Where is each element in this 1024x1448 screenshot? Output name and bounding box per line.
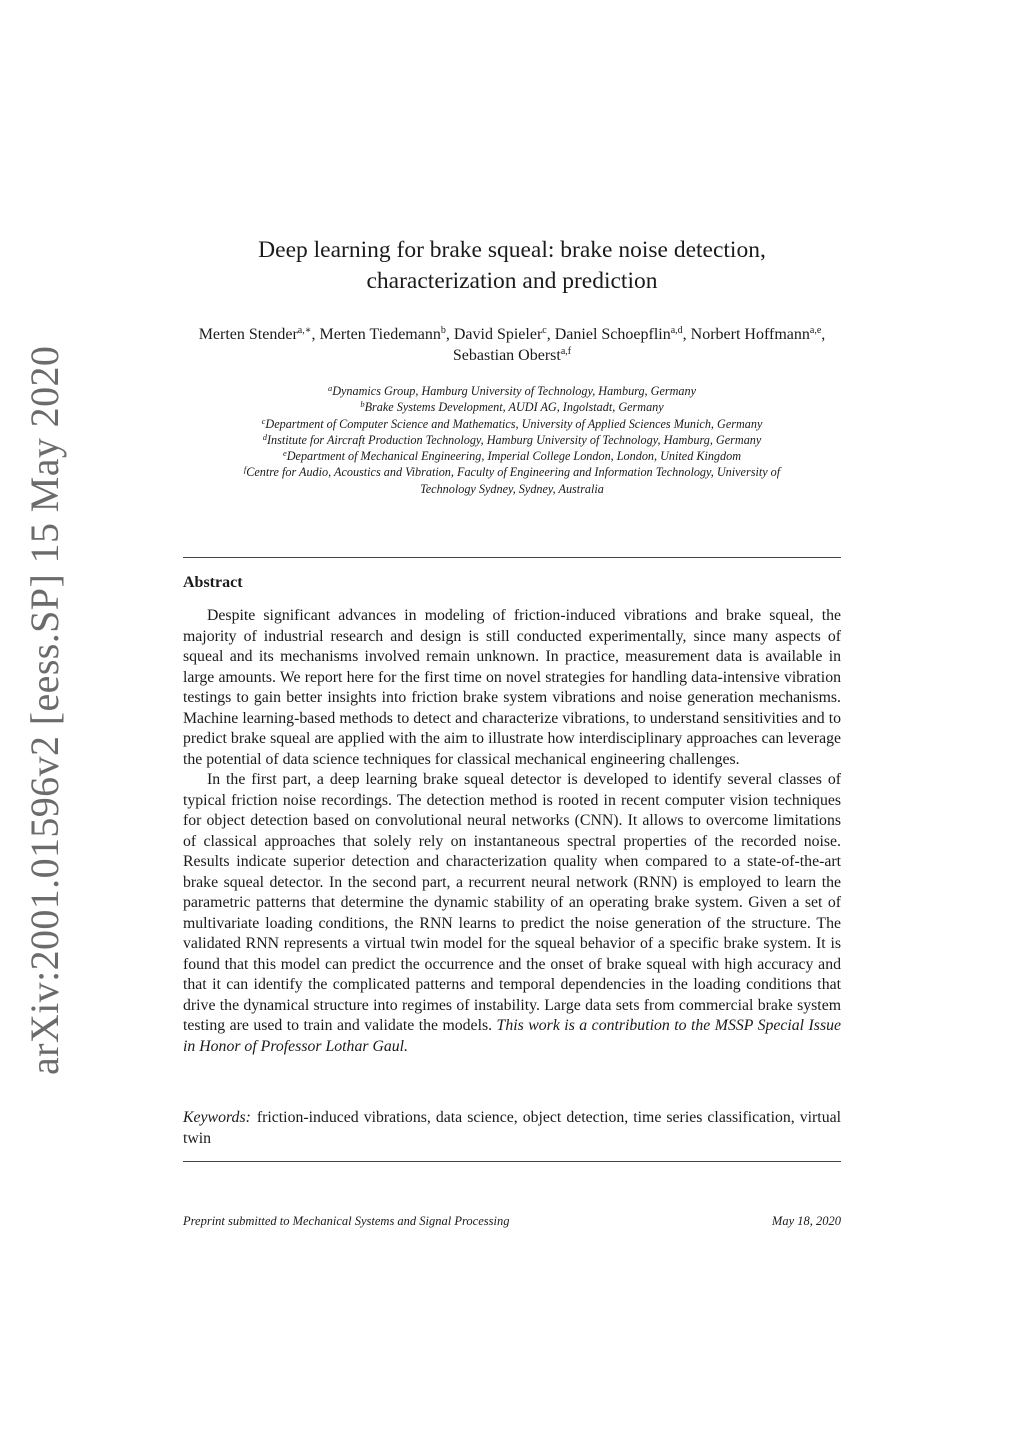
affiliation: $^d$Institute for Aircraft Production Technology, Hamburg University of Technology, Hamburg, Germany	[262, 431, 762, 447]
abstract-paragraph: Despite significant advances in modeling of friction-induced vibrations and brake squeal, the majority of industrial research and design is still conducted experimentally, since many aspects of squeal and its mechanisms involved remain unknown. In practice, measurement data is available in large amounts. We report here for the first time on novel strategies for handling data-intensive vibration testings to gain better insights into friction brake system vibrations and noise generation mechanisms. Machine learning-based methods to detect and characterize vibrations, to understand sensitivities and to predict brake squeal are applied with the aim to illustrate how interdisciplinary approaches can leverage the potential of data science techniques for classical mechanical engineering challenges.	[183, 607, 841, 768]
author: Sebastian Oberst$^{a,f}$	[452, 346, 572, 364]
affiliation: $^e$Department of Mechanical Engineering, Imperial College London, London, United Kingdom	[282, 448, 742, 464]
affiliation: $^c$Department of Computer Science and Mathematics, University of Applied Sciences Munich, Germany	[261, 415, 763, 431]
affiliation-continuation: Technology Sydney, Sydney, Australia	[420, 481, 604, 496]
keywords-text: friction-induced vibrations, data science, object detection, time series classification, virtual twin	[183, 1109, 841, 1147]
author: David Spieler$^c$,	[453, 325, 555, 343]
affiliation: $^f$Centre for Audio, Acoustics and Vibration, Faculty of Engineering and Information Technology, University of	[243, 464, 781, 480]
submission-note: Preprint submitted to Mechanical Systems and Signal Processing	[183, 1214, 510, 1228]
top-divider	[183, 557, 841, 558]
paper-title	[183, 235, 841, 297]
affiliation: $^b$Brake Systems Development, AUDI AG, Ingolstadt, Germany	[360, 399, 664, 415]
page-footer	[183, 1214, 841, 1229]
abstract-body	[183, 606, 841, 1057]
abstract-heading: Abstract	[183, 574, 243, 591]
author: Merten Tiedemann$^b$,	[319, 325, 454, 343]
abstract-paragraph: In the first part, a deep learning brake squeal detector is developed to identify several classes of typical friction noise recordings. The detection method is rooted in recent computer vision techniques for object detection based on convolutional neural networks (CNN). It allows to overcome limitations of classical approaches that solely rely on instantaneous spectral properties of the recorded noise. Results indicate superior detection and characterization quality when compared to a state-of-the-art brake squeal detector. In the second part, a recurrent neural network (RNN) is employed to learn the parametric patterns that determine the dynamic stability of an operating brake system. Given a set of multivariate loading conditions, the RNN learns to predict the noise generation of the structure. The validated RNN represents a virtual twin model for the squeal behavior of a specific brake system. It is found that this model can predict the occurrence and the onset of brake squeal with high accuracy and that it can identify the complicated patterns and temporal dependencies in the loading conditions that drive the dynamical structure into regimes of instability. Large data sets from commercial brake system testing are used to train and validate the models. This work is a contribution to the MSSP Special Issue in Honor of Professor Lothar Gaul.	[183, 771, 842, 1055]
arxiv-identifier-stamp: arXiv:2001.01596v2 [eess.SP] 15 May 2020	[22, 345, 67, 1075]
author: Daniel Schoepflin$^{a,d}$,	[554, 325, 691, 343]
footer-date: May 18, 2020	[771, 1214, 841, 1228]
bottom-divider	[183, 1161, 841, 1162]
title-line-2: characterization and prediction	[366, 268, 658, 294]
author: Merten Stender$^{a,∗}$,	[198, 325, 320, 343]
keywords-label: Keywords:	[183, 1109, 251, 1126]
dedication-note: This work is a contribution to the MSSP Special Issue in Honor of Professor Lothar Gaul.	[183, 1017, 842, 1055]
affiliation-list	[183, 383, 841, 497]
affiliation: $^a$Dynamics Group, Hamburg University of Technology, Hamburg, Germany	[327, 383, 697, 398]
title-line-1: Deep learning for brake squeal: brake noise detection,	[258, 237, 766, 263]
keywords	[183, 1108, 841, 1149]
author: Norbert Hoffmann$^{a,e}$,	[690, 325, 826, 343]
author-list	[183, 324, 841, 366]
